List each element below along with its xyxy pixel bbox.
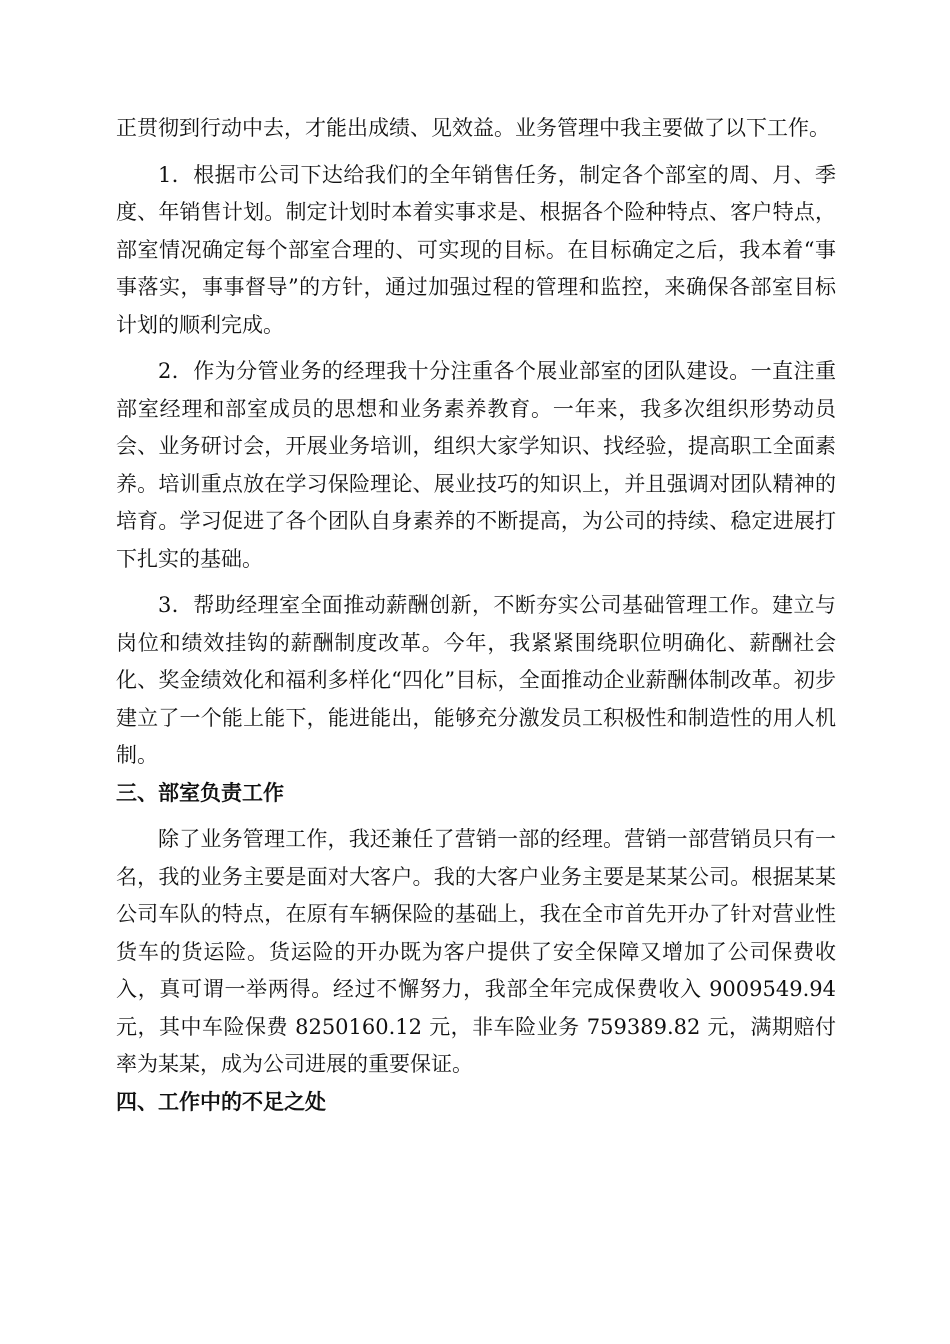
section-heading-3: 三、部室负责工作 — [116, 780, 284, 805]
paragraph-item-1: 1．根据市公司下达给我们的全年销售任务，制定各个部室的周、月、季度、年销售计划。制定计划时本着实事求是、根据各个险种特点、客户特点，部室情况确定每个部室合理的、可实现的目标。在目标确定之后，我本着“事事落实，事事督导”的方针，通过加强过程的管理和监控，来确保各部室目标计划的顺利完成。 — [116, 162, 836, 337]
document-page — [116, 110, 836, 1121]
section-heading-4: 四、工作中的不足之处 — [116, 1089, 326, 1114]
paragraph-item-3: 3．帮助经理室全面推动薪酬创新，不断夯实公司基础管理工作。建立与岗位和绩效挂钩的薪酬制度改革。今年，我紧紧围绕职位明确化、薪酬社会化、奖金绩效化和福利多样化“四化”目标，全面推动企业薪酬体制改革。初步建立了一个能上能下，能进能出，能够充分激发员工积极性和制造性的用人机制。 — [116, 593, 836, 767]
paragraph-intro: 正贯彻到行动中去，才能出成绩、见效益。业务管理中我主要做了以下工作。 — [116, 116, 830, 140]
paragraph-department-work: 除了业务管理工作，我还兼任了营销一部的经理。营销一部营销员只有一名，我的业务主要是面对大客户。我的大客户业务主要是某某公司。根据某某公司车队的特点，在原有车辆保险的基础上，我在全市首先开办了针对营业性货车的货运险。货运险的开办既为客户提供了安全保障又增加了公司保费收入，真可谓一举两得。经过不懈努力，我部全年完成保费收入 9009549.94 元，其中车险保费 8250160.12 元，非车险业务 759389.82 元，满期赔付率为某某，成为公司进展的重要保证。 — [116, 827, 836, 1076]
paragraph-item-2: 2．作为分管业务的经理我十分注重各个展业部室的团队建设。一直注重部室经理和部室成员的思想和业务素养教育。一年来，我多次组织形势动员会、业务研讨会，开展业务培训，组织大家学知识、找经验，提高职工全面素养。培训重点放在学习保险理论、展业技巧的知识上，并且强调对团队精神的培育。学习促进了各个团队自身素养的不断提高，为公司的持续、稳定进展打下扎实的基础。 — [116, 359, 836, 571]
